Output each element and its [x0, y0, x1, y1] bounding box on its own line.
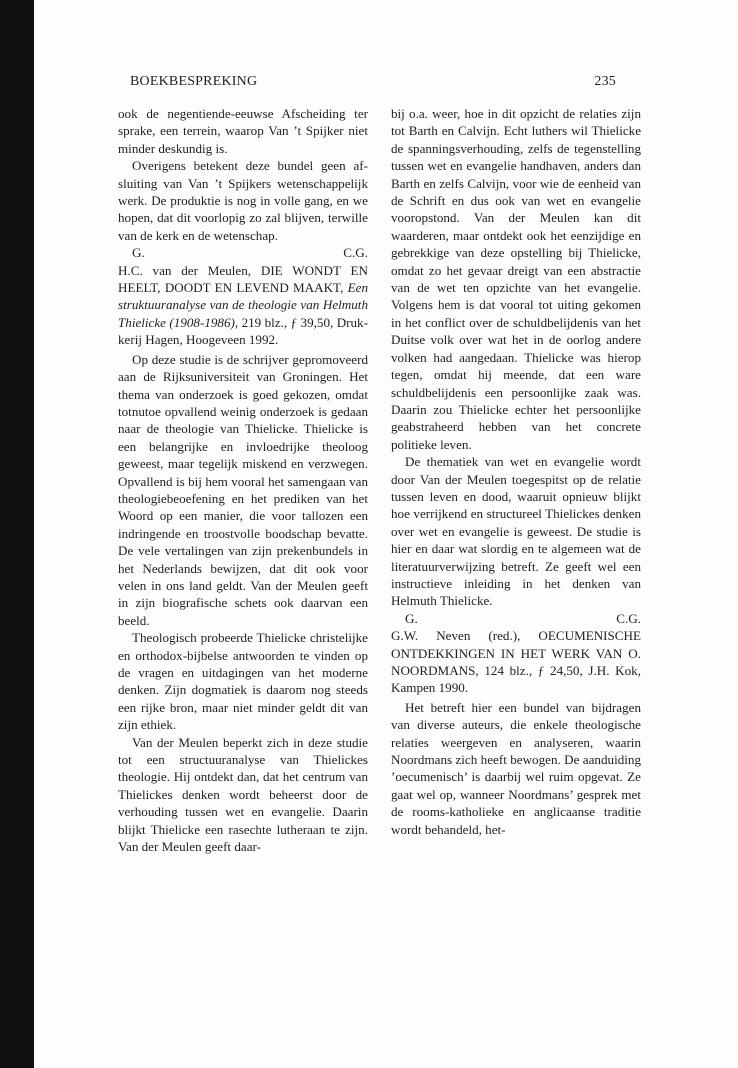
book-page: [34, 0, 738, 1068]
scan-edge: [0, 0, 34, 1068]
right-column: [391, 105, 641, 838]
review-heading-publication: 219 blz., ƒ 39,50, Drukkerij Hagen, Hoogeveen 1992.: [118, 314, 368, 348]
signature-initials: C.G.: [343, 245, 368, 261]
reviewer-signature: [391, 610, 641, 627]
paragraph: Overigens betekent deze bundel geen afsluiting van Van ’t Spijkers wetenschappelijk werk. De produktie is nog in volle gang, en we hopen, dat dit voorlopig zo zal blijven, terwille van de kerk en de wetenschap.: [118, 158, 368, 243]
review-heading-text: H.C. van der Meulen, DIE WONDT EN HEELT, DOODT EN LEVEND MAAKT,: [118, 262, 368, 296]
paragraph: Het betreft hier een bundel van bijdragen van diverse auteurs, die enkele theologische relaties weergeven en analyseren, waarin Noordmans zich heeft bewogen. De aanduiding ’oecumenisch’ is daarbij wel ruim opgevat. Ze gaat wel op, wanneer Noordmans’ gesprek met de rooms-katholieke en anglicaanse traditie wordt behandeld, het-: [391, 699, 641, 837]
section-title: BOEKBESPREKING: [130, 74, 258, 89]
reviewer-signature: [118, 244, 368, 261]
paragraph: Van der Meulen beperkt zich in deze studie tot een structuuranalyse van Thielickes theologie. Hij ontdekt dan, dat het centrum van Thielickes denken wordt beheerst door de verhouding tussen wet en evangelie. Daarin blijkt Thielicke een rasechte lutheraan te zijn. Van der Meulen geeft daar-: [118, 734, 368, 855]
paragraph: Theologisch probeerde Thielicke christelijke en orthodox-bijbelse antwoorden te vinden op de vragen en uitdagingen van het moderne denken. Zijn dogmatiek is daarom nog steeds een rijke bron, maar niet minder geldt dit van zijn ethiek.: [118, 630, 368, 733]
paragraph: ook de negentiende-eeuwse Afscheiding ter sprake, een terrein, waarop Van ’t Spijker niet minder deskundig is.: [118, 106, 368, 156]
paragraph: De thematiek van wet en evangelie wordt door Van der Meulen toegespitst op de relatie tussen leven en dood, waaruit opnieuw blijkt hoe verrijkend en structureel Thielickes denken over wet en evangelie is geweest. De studie is hier en daar wat slordig en te algemeen wat de literatuurverwijzing betreft. Ze geeft wel een instructieve inleiding in het denken van Helmuth Thielicke.: [391, 454, 641, 609]
signature-initials: C.G.: [616, 610, 641, 626]
paragraph: bij o.a. weer, hoe in dit opzicht de relaties zijn tot Barth en Calvijn. Echt luthers wil Thielicke de spanningsverhouding, zelfs de tegenstelling tussen wet en evangelie handhaven, anders dan Barth en zelfs Calvijn, voor wie de eenheid van de Schrift en dus ook van wet en evangelie vooropstond. Van der Meulen kan dit waarderen, maar ontdekt ook het eenzijdige en gebrekkige van deze opstelling bij Thielicke, omdat zo het gevaar dreigt van een abstractie van de wet ten opzichte van het evangelie. Volgens hem is dat vooral tot uiting gekomen in het conflict over de schuldbelijdenis van het Duitse volk over wat het in de oorlog andere volken had aangedaan. Thielicke was hierop tegen, omdat hij meende, dat een ware schuldbelijdenis een persoonlijke zaak was. Daarin zou Thielicke echter het persoonlijke geabstraheerd hebben van het concrete politieke leven.: [391, 106, 641, 452]
paragraph: Op deze studie is de schrijver gepromoveerd aan de Rijksuniversiteit van Groningen. Het thema van onderzoek is goed gekozen, omdat totnutoe opvallend weinig onderzoek is gedaan naar de theologie van Thielicke. Thielicke is een belangrijke en invloedrijke theoloog geweest, maar tegelijk miskend en verzwegen. Opvallend is bij hem vooral het samengaan van theologiebeoefening en het prediken van het Woord op een manier, die voor tallozen een indringende en troostvolle boodschap bevatte. De vele vertalingen van zijn prekenbundels in het Nederlands bewijzen, dat dit ook voor velen in ons land geldt. Van der Meulen geeft in zijn biografische schets ook daarvan een beeld.: [118, 351, 368, 628]
running-head: [130, 74, 616, 90]
signature-place: G.: [132, 245, 145, 261]
review-heading-subtitle: Een struktuuranalyse van de theologie van Helmuth Thielicke (1908-1986),: [118, 280, 368, 330]
left-column: [118, 105, 368, 855]
review-heading: G.W. Neven (red.), OECUMENISCHE ONTDEKKINGEN IN HET WERK VAN O. NOORDMANS, 124 blz., ƒ 24,50, J.H. Kok, Kampen 1990.: [391, 628, 641, 696]
review-heading: [118, 262, 368, 349]
page-number: 235: [594, 74, 616, 89]
signature-place: G.: [405, 610, 418, 626]
